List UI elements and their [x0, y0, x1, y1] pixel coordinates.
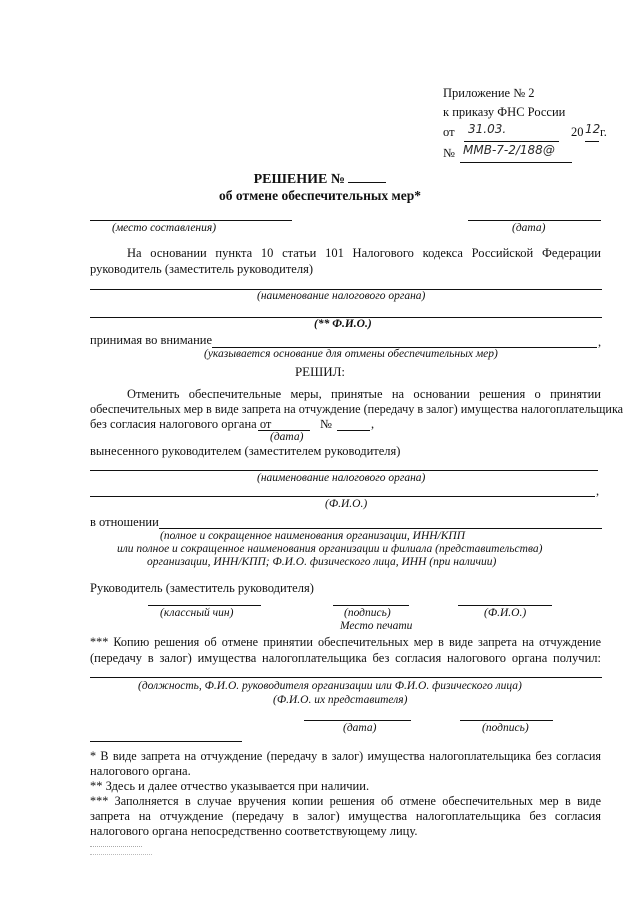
basis-caption: (указывается основание для отмены обеспечительных мер) [204, 348, 498, 360]
document-subtitle: об отмене обеспечительных мер* [219, 188, 421, 203]
recipient-sign-line [460, 720, 553, 721]
order-date-handwritten: 31.03. [468, 122, 507, 136]
footnote3-line3: налогового органа непосредственно соответствующему лицу. [90, 824, 418, 838]
document-title [0, 170, 640, 188]
org-caption-line1: (полное и сокращенное наименования организации, ИНН/КПП [160, 530, 466, 542]
regarding-line [159, 528, 602, 529]
sign-caption: (подпись) [344, 607, 391, 619]
org-caption-line2: или полное и сокращенное наименования организации и филиала (представительства) [117, 543, 543, 555]
footnote3-line1: *** Заполняется в случае вручения копии решения об отмене обеспечительных мер в виде [90, 794, 601, 808]
appendix-label: Приложение № 2 [443, 86, 535, 100]
sign-line [333, 605, 409, 606]
scan-artifact [90, 843, 150, 855]
footnote2: ** Здесь и далее отчество указывается при наличии. [90, 779, 370, 793]
place-caption: (место составления) [112, 222, 217, 234]
date-caption: (дата) [512, 222, 546, 234]
stamp-place-caption: Место печати [340, 620, 413, 632]
order-year-prefix: 20 [571, 125, 584, 139]
regarding-label: в отношении [90, 515, 159, 529]
fio-comma: , [596, 484, 600, 498]
order-label: к приказу ФНС России [443, 105, 566, 119]
decision-no-label: № [320, 417, 332, 431]
decided-heading: РЕШИЛ: [294, 364, 346, 379]
rank-caption: (классный чин) [160, 607, 234, 619]
order-year-suffix: г. [600, 125, 607, 139]
copy-line1: *** Копию решения об отмене принятии обеспечительных мер в виде запрета на отчуждение [90, 635, 601, 649]
decision-line3: без согласия налогового органа от [90, 417, 272, 431]
order-number-handwritten: ММВ-7-2/188@ [463, 143, 555, 157]
copy-line2: (передачу в залог) имущества налогоплательщика без согласия налогового органа получил: [90, 651, 601, 665]
decision-line1: Отменить обеспечительные меры, принятые на основании решения о принятии [127, 387, 601, 401]
fio-line2 [90, 496, 595, 497]
order-date-line [464, 141, 559, 142]
tax-org-caption2: (наименование налогового органа) [257, 472, 426, 484]
head-label: Руководитель (заместитель руководителя) [90, 581, 314, 595]
position-caption: (должность, Ф.И.О. руководителя организации или Ф.И.О. физического лица) [138, 680, 522, 692]
order-date-prefix: от [443, 125, 455, 139]
footnote1-line2: налогового органа. [90, 764, 191, 778]
place-line [90, 220, 292, 221]
decision-date-caption: (дата) [270, 431, 304, 443]
org-caption-line3: организации, ИНН/КПП; Ф.И.О. физического лица, ИНН (при наличии) [147, 556, 497, 568]
fio3-line [458, 605, 552, 606]
basis-text-line2: руководитель (заместитель руководителя) [90, 262, 313, 276]
decision-comma: , [371, 417, 375, 431]
decision-line2: обеспечительных мер в виде запрета на отчуждение (передачу в залог) имущества налогоплательщика [90, 402, 624, 416]
decision-no-line [337, 430, 370, 431]
recipient-sign-caption: (подпись) [482, 722, 529, 734]
considering-label: принимая во внимание [90, 333, 213, 347]
order-year-line [585, 141, 599, 142]
footnote3-line2: запрета на отчуждение (передачу в залог) имущества налогоплательщика без согласия [90, 809, 601, 823]
order-year-handwritten: 12 [585, 122, 601, 136]
footnote-divider [90, 741, 242, 742]
fio3-caption: (Ф.И.О.) [484, 607, 527, 619]
recipient-date-caption: (дата) [343, 722, 377, 734]
issued-by-text: вынесенного руководителем (заместителем руководителя) [90, 444, 401, 458]
title-line1: РЕШЕНИЕ № [253, 172, 345, 187]
rank-line [148, 605, 261, 606]
date-line [468, 220, 601, 221]
title-number-blank [348, 170, 386, 183]
tax-org-line2 [90, 470, 598, 471]
recipient-date-line [304, 720, 411, 721]
order-number-prefix: № [443, 146, 455, 160]
tax-org-caption: (наименование налогового органа) [257, 290, 426, 302]
footnote1-line1: * В виде запрета на отчуждение (передачу в залог) имущества налогоплательщика без согласия [90, 749, 601, 763]
fio-caption: (** Ф.И.О.) [314, 318, 372, 330]
representative-caption: (Ф.И.О. их представителя) [273, 694, 408, 706]
basis-text-line1: На основании пункта 10 статьи 101 Налогового кодекса Российской Федерации [127, 246, 601, 260]
order-number-line [460, 162, 572, 163]
fio-caption2: (Ф.И.О.) [325, 498, 368, 510]
considering-comma: , [598, 335, 602, 349]
recipient-line [90, 677, 602, 678]
